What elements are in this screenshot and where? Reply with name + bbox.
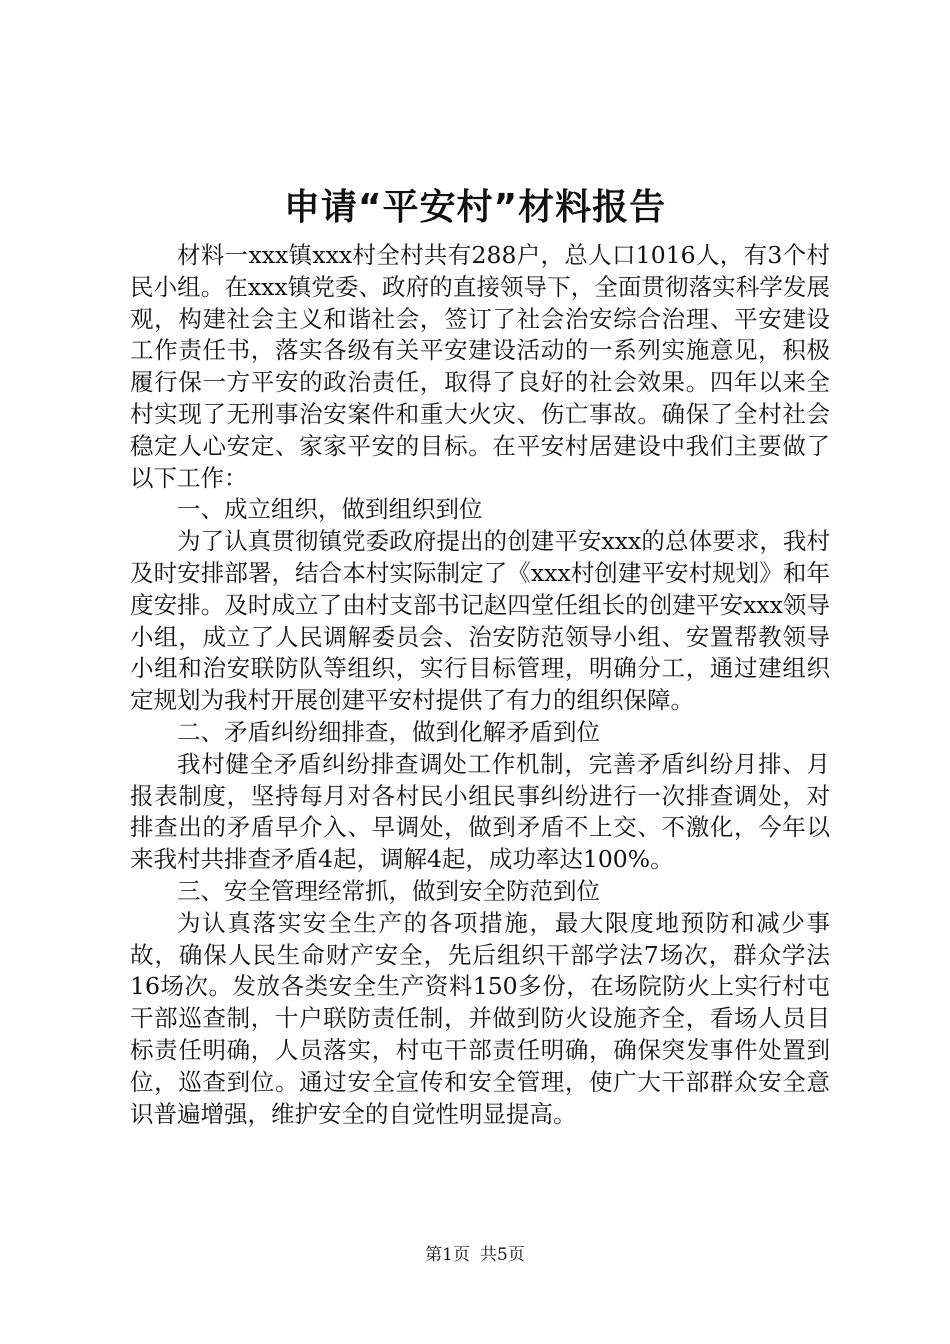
paragraph-intro: 材料一xxx镇xxx村全村共有288户，总人口1016人，有3个村民小组。在xxx镇党委、政府的直接领导下，全面贯彻落实科学发展观，构建社会主义和谐社会，签订了社会治安综合治理、平安建设工作责任书，落实各级有关平安建设活动的一系列实施意见，积极履行保一方平安的政治责任，取得了良好的社会效果。四年以来全村实现了无刑事治安案件和重大火灾、伤亡事故。确保了全村社会稳定人心安定、家家平安的目标。在平安村居建设中我们主要做了以下工作： [130, 241, 830, 492]
section-heading-3: 三、安全管理经常抓，做到安全防范到位 [177, 876, 600, 905]
paragraph-organization: 为了认真贯彻镇党委政府提出的创建平安xxx的总体要求，我村及时安排部署，结合本村实际制定了《xxx村创建平安村规划》和年度安排。及时成立了由村支部书记赵四堂任组长的创建平安xxx领导小组，成立了人民调解委员会、治安防范领导小组、安置帮教领导小组和治安联防队等组织，实行目标管理，明确分工，通过建组织定规划为我村开展创建平安村提供了有力的组织保障。 [130, 527, 830, 715]
page-total: 共5页 [480, 1245, 525, 1265]
section-heading-2: 二、矛盾纠纷细排查，做到化解矛盾到位 [177, 717, 600, 746]
document-title: 申请“平安村”材料报告 [283, 187, 667, 228]
page-footer [0, 1243, 950, 1267]
page-number: 第1页 [425, 1245, 470, 1265]
document-body [130, 240, 830, 1130]
paragraph-dispute-resolution: 我村健全矛盾纠纷排查调处工作机制，完善矛盾纠纷月排、月报表制度，坚持每月对各村民小组民事纠纷进行一次排查调处，对排查出的矛盾早介入、早调处，做到矛盾不上交、不激化，今年以来我村共排查矛盾4起，调解4起，成功率达100%。 [130, 749, 830, 874]
section-heading-1: 一、成立组织，做到组织到位 [177, 495, 483, 524]
paragraph-safety-management: 为认真落实安全生产的各项措施，最大限度地预防和减少事故，确保人民生命财产安全，先后组织干部学法7场次，群众学法16场次。发放各类安全生产资料150多份，在场院防火上实行村屯干部巡查制，十户联防责任制，并做到防火设施齐全，看场人员目标责任明确，人员落实，村屯干部责任明确，确保突发事件处置到位，巡查到位。通过安全宣传和安全管理，使广大干部群众安全意识普遍增强，维护安全的自觉性明显提高。 [130, 908, 830, 1128]
